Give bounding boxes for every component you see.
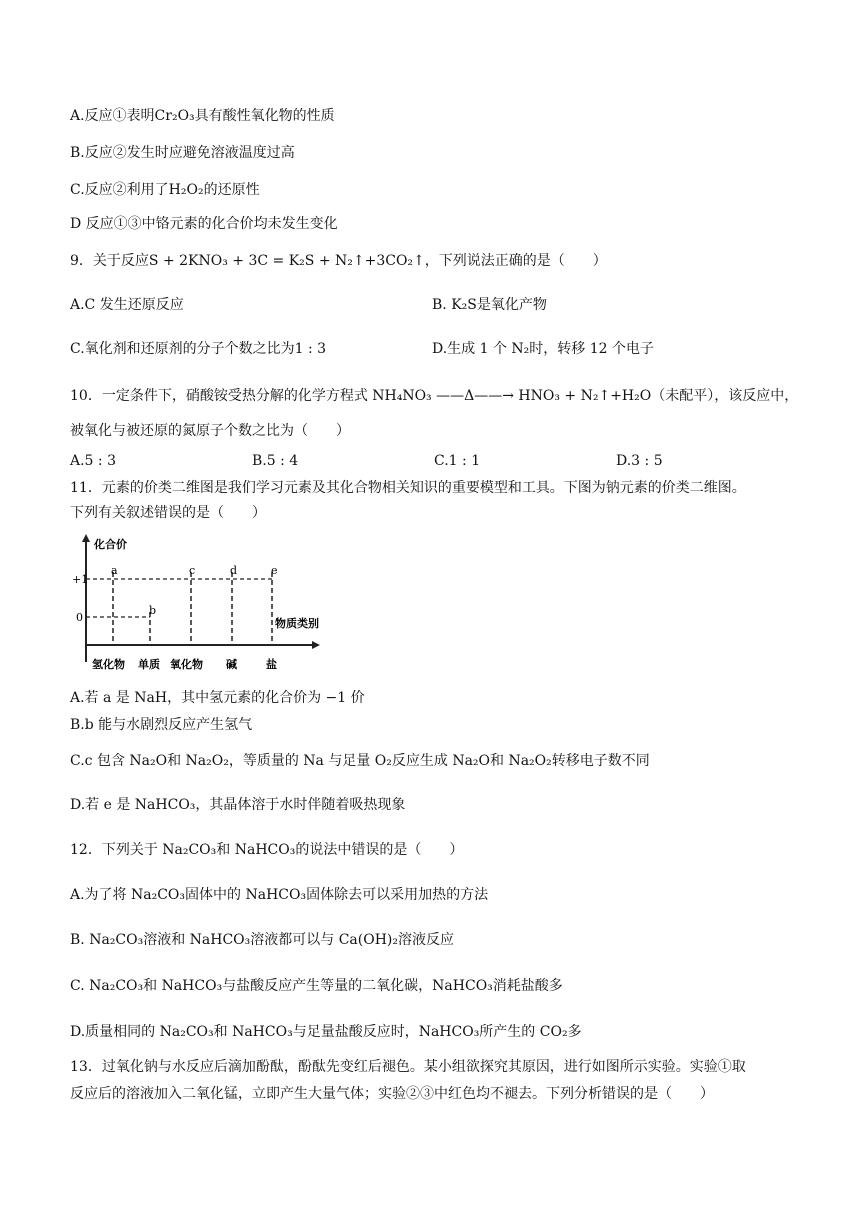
- q10-option-b: B.5 : 4: [252, 453, 299, 469]
- q13-stem-line2: 反应后的溶液加入二氧化锰，立即产生大量气体；实验②③中红色均不褪去。下列分析错误的是（ ）: [70, 1086, 714, 1102]
- q8-option-a: A.反应①表明Cr₂O₃具有酸性氧化物的性质: [70, 108, 335, 124]
- x-axis-arrow: [312, 641, 320, 649]
- q11-option-d: D.若 e 是 NaHCO₃，其晶体溶于水时伴随着吸热现象: [70, 797, 406, 813]
- q12-option-c: C. Na₂CO₃和 NaHCO₃与盐酸反应产生等量的二氧化碳，NaHCO₃消耗盐酸多: [70, 978, 563, 994]
- point-a-label: a: [111, 564, 118, 577]
- q11-stem-line1: 11．元素的价类二维图是我们学习元素及其化合物相关知识的重要模型和工具。下图为钠元素的价类二维图。: [70, 480, 746, 496]
- valence-class-diagram: [70, 532, 330, 678]
- q10-option-d: D.3 : 5: [616, 453, 663, 469]
- q8-option-d: D 反应①③中铬元素的化合价均未发生变化: [70, 216, 338, 232]
- q9-stem: 9．关于反应S + 2KNO₃ + 3C = K₂S + N₂↑+3CO₂↑，下列说法正确的是（ ）: [70, 253, 607, 269]
- point-b-label: b: [149, 604, 157, 617]
- q9-option-b: B. K₂S是氧化产物: [432, 297, 547, 313]
- q10-option-c: C.1 : 1: [434, 453, 481, 469]
- q12-stem: 12．下列关于 Na₂CO₃和 NaHCO₃的说法中错误的是（ ）: [70, 842, 464, 858]
- q10-stem-line2: 被氧化与被还原的氮原子个数之比为（ ）: [70, 423, 350, 439]
- q10-option-a: A.5 : 3: [70, 453, 116, 469]
- q11-option-b: B.b 能与水剧烈反应产生氢气: [70, 717, 253, 733]
- category-element: 单质: [138, 658, 160, 671]
- q11-stem-line2: 下列有关叙述错误的是（ ）: [70, 505, 266, 521]
- q12-option-d: D.质量相同的 Na₂CO₃和 NaHCO₃与足量盐酸反应时，NaHCO₃所产生的 CO₂多: [70, 1024, 582, 1040]
- q11-option-c: C.c 包含 Na₂O和 Na₂O₂，等质量的 Na 与足量 O₂反应生成 Na₂O和 Na₂O₂转移电子数不同: [70, 753, 650, 769]
- point-d-label: d: [230, 564, 238, 577]
- point-e-label: e: [271, 564, 278, 577]
- q12-option-a: A.为了将 Na₂CO₃固体中的 NaHCO₃固体除去可以采用加热的方法: [70, 887, 489, 903]
- y-axis-arrow: [82, 534, 90, 542]
- q9-option-a: A.C 发生还原反应: [70, 297, 184, 313]
- q9-option-d: D.生成 1 个 N₂时，转移 12 个电子: [432, 341, 655, 357]
- q12-option-b: B. Na₂CO₃溶液和 NaHCO₃溶液都可以与 Ca(OH)₂溶液反应: [70, 932, 454, 948]
- q10-stem-line1: 10．一定条件下，硝酸铵受热分解的化学方程式 NH₄NO₃ ——Δ——→ HNO₃ + N₂↑+H₂O（未配平），该反应中，: [70, 388, 799, 404]
- q9-option-c: C.氧化剂和还原剂的分子个数之比为1 : 3: [70, 341, 327, 357]
- y-tick-zero: 0: [76, 611, 83, 624]
- category-hydride: 氢化物: [92, 658, 125, 671]
- point-c-label: c: [189, 564, 196, 577]
- category-oxide: 氧化物: [170, 658, 203, 671]
- q13-stem-line1: 13．过氧化钠与水反应后滴加酚酞，酚酞先变红后褪色。某小组欲探究其原因，进行如图所示实验。实验①取: [70, 1059, 746, 1075]
- q8-option-c: C.反应②利用了H₂O₂的还原性: [70, 182, 260, 198]
- category-salt: 盐: [266, 658, 277, 671]
- q11-option-a: A.若 a 是 NaH，其中氢元素的化合价为 −1 价: [70, 690, 365, 706]
- x-axis-title: 物质类别: [275, 617, 319, 630]
- y-axis-title: 化合价: [94, 538, 127, 551]
- y-tick-plus1: +1: [72, 573, 89, 586]
- category-base: 碱: [226, 658, 237, 671]
- q8-option-b: B.反应②发生时应避免溶液温度过高: [70, 145, 295, 161]
